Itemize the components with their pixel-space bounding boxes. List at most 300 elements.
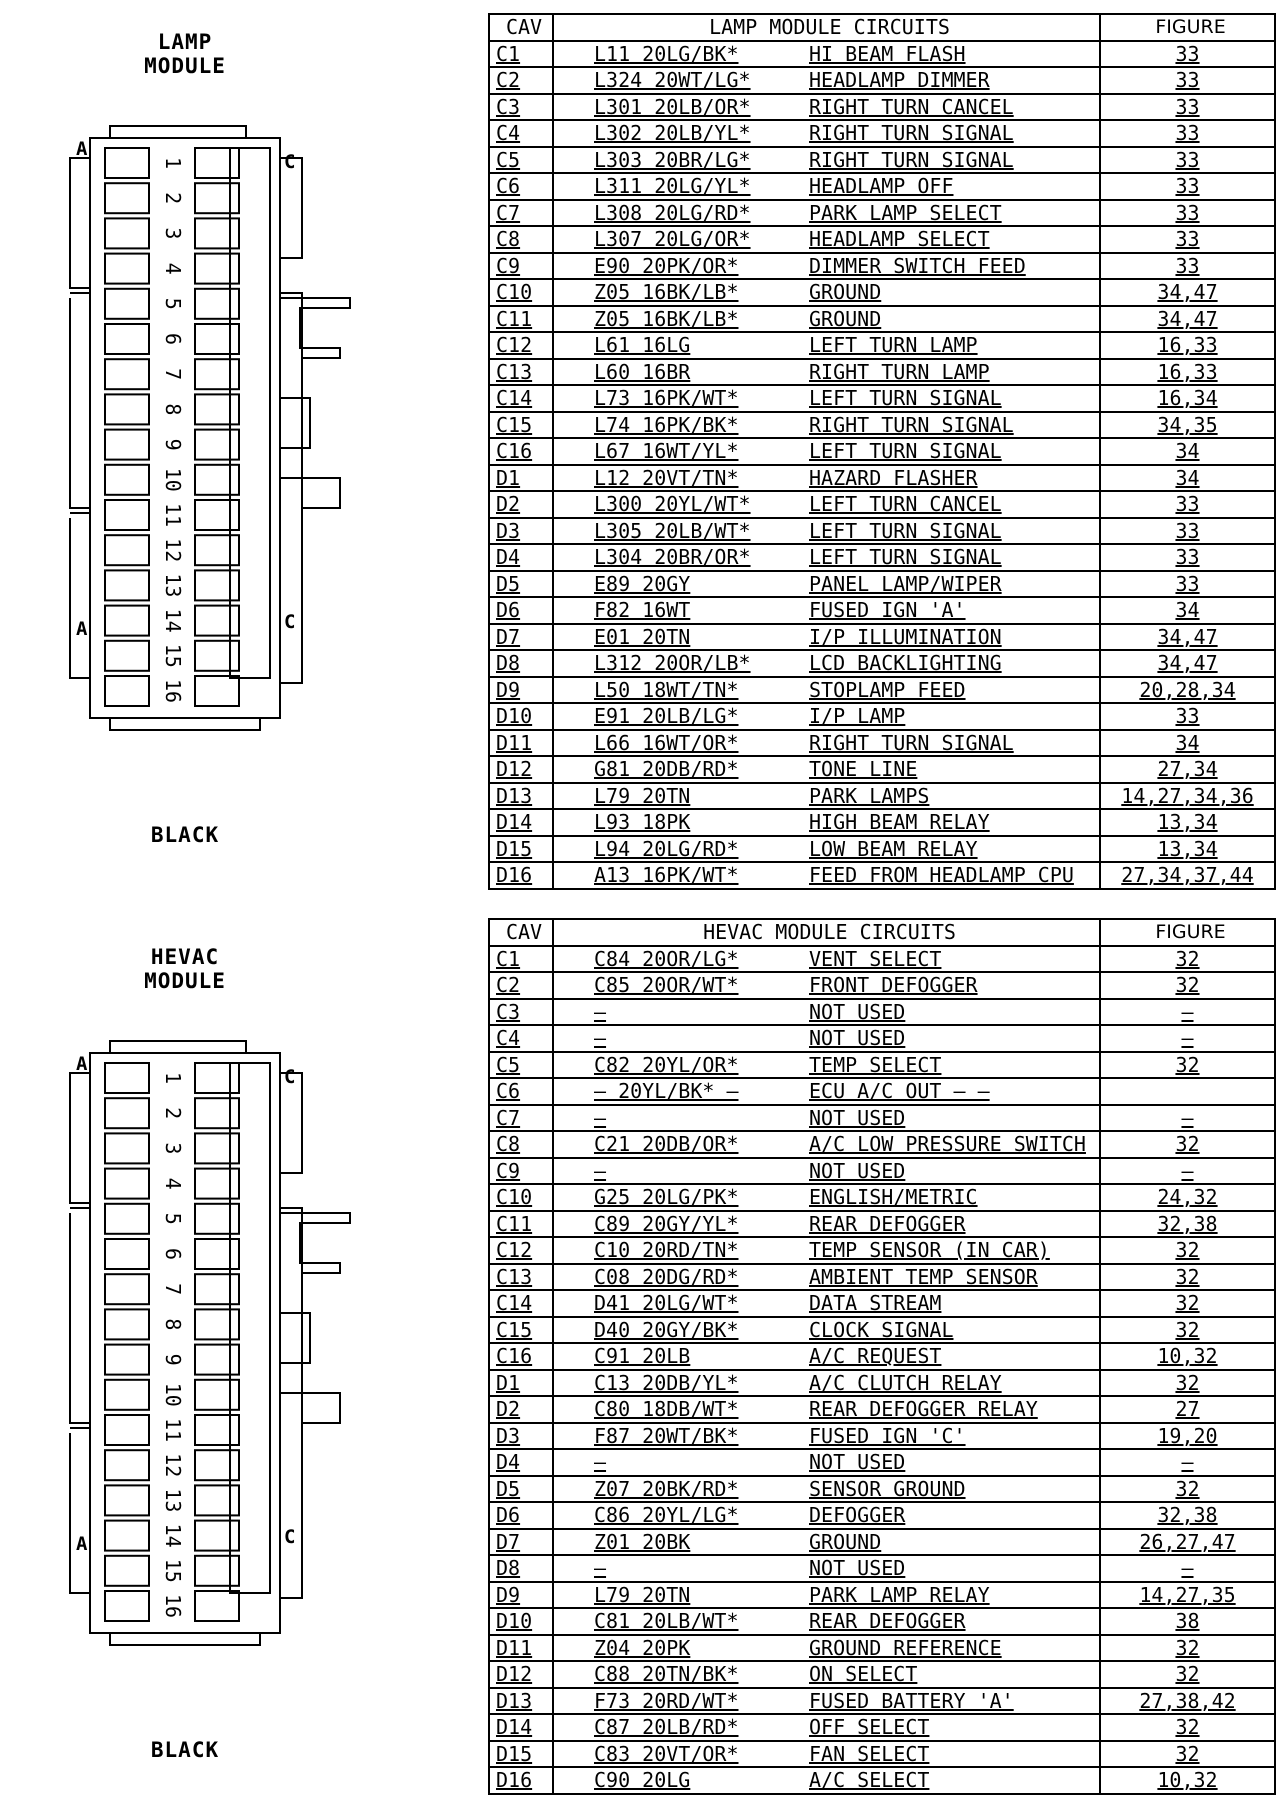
- wire-cell: L73 16PK/WT*: [553, 385, 801, 412]
- table-row: [489, 1529, 1275, 1556]
- pin-cavity-right: [195, 183, 239, 213]
- wire-cell: L79 20TN: [553, 1582, 801, 1609]
- pin-number: 3: [161, 1142, 185, 1155]
- pin-cavity-left: [105, 1098, 149, 1128]
- wire-cell: —: [553, 1555, 801, 1582]
- table-row: [489, 1423, 1275, 1450]
- figure-cell: 16,34: [1100, 385, 1275, 412]
- figure-cell: —: [1100, 1025, 1275, 1052]
- function-cell: FUSED IGN 'C': [801, 1423, 1100, 1450]
- cavity-cell: D15: [489, 1741, 553, 1768]
- pin-cavity-right: [195, 570, 239, 600]
- pin-cavity-left: [105, 1556, 149, 1586]
- cavity-cell: D13: [489, 1688, 553, 1715]
- figure-cell: 33: [1100, 94, 1275, 121]
- pin-cavity-left: [105, 394, 149, 424]
- function-cell: NOT USED: [801, 1105, 1100, 1132]
- cavity-cell: D16: [489, 1767, 553, 1794]
- cavity-cell: D15: [489, 836, 553, 863]
- table-row: [489, 862, 1275, 889]
- wire-cell: L61 16LG: [553, 332, 801, 359]
- pin-cavity-left: [105, 254, 149, 284]
- pin-cavity-right: [195, 1521, 239, 1551]
- function-cell: PANEL LAMP/WIPER: [801, 571, 1100, 598]
- function-cell: RIGHT TURN SIGNAL: [801, 120, 1100, 147]
- cavity-cell: D4: [489, 1449, 553, 1476]
- pin-cavity-right: [195, 1098, 239, 1128]
- function-cell: FAN SELECT: [801, 1741, 1100, 1768]
- wire-cell: L300 20YL/WT*: [553, 491, 801, 518]
- pin-number: 10: [161, 467, 185, 492]
- figure-cell: 33: [1100, 226, 1275, 253]
- cavity-cell: D2: [489, 1396, 553, 1423]
- side-label-c: C: [284, 1066, 296, 1088]
- function-cell: DATA STREAM: [801, 1290, 1100, 1317]
- cavity-cell: D7: [489, 624, 553, 651]
- wire-cell: C87 20LB/RD*: [553, 1714, 801, 1741]
- figure-cell: 34,47: [1100, 650, 1275, 677]
- pin-cavity-left: [105, 1485, 149, 1515]
- pin-cavity-left: [105, 1239, 149, 1269]
- table-row: [489, 412, 1275, 439]
- figure-cell: 34: [1100, 730, 1275, 757]
- wire-cell: Z04 20PK: [553, 1635, 801, 1662]
- pin-cavity-right: [195, 465, 239, 495]
- wire-cell: L79 20TN: [553, 783, 801, 810]
- table-row: [489, 677, 1275, 704]
- hevac-latch: [280, 1213, 350, 1423]
- hevac-bottom-tab: [110, 1633, 260, 1645]
- pin-cavity-right: [195, 1063, 239, 1093]
- cavity-cell: C11: [489, 306, 553, 333]
- function-cell: ON SELECT: [801, 1661, 1100, 1688]
- table-row: [489, 1078, 1275, 1105]
- pin-cavity-left: [105, 1591, 149, 1621]
- function-cell: CLOCK SIGNAL: [801, 1317, 1100, 1344]
- pin-number: 13: [161, 1488, 185, 1513]
- cavity-cell: D14: [489, 809, 553, 836]
- cavity-cell: D10: [489, 1608, 553, 1635]
- table-row: [489, 1767, 1275, 1794]
- function-cell: GROUND: [801, 279, 1100, 306]
- wire-cell: L66 16WT/OR*: [553, 730, 801, 757]
- function-cell: RIGHT TURN SIGNAL: [801, 730, 1100, 757]
- pin-number: 9: [161, 438, 185, 451]
- function-cell: FEED FROM HEADLAMP CPU: [801, 862, 1100, 889]
- table-row: [489, 491, 1275, 518]
- wire-cell: Z07 20BK/RD*: [553, 1476, 801, 1503]
- figure-cell: 27,34: [1100, 756, 1275, 783]
- table-row: [489, 703, 1275, 730]
- wire-cell: E01 20TN: [553, 624, 801, 651]
- cavity-cell: C15: [489, 412, 553, 439]
- cavity-cell: C9: [489, 253, 553, 280]
- pin-number: 9: [161, 1353, 185, 1366]
- pin-cavity-left: [105, 1345, 149, 1375]
- pin-cavity-left: [105, 676, 149, 706]
- function-cell: PARK LAMPS: [801, 783, 1100, 810]
- table-row: [489, 1290, 1275, 1317]
- cavity-cell: C8: [489, 1131, 553, 1158]
- figure-cell: 13,34: [1100, 836, 1275, 863]
- wire-cell: C84 20OR/LG*: [553, 946, 801, 973]
- table-row: [489, 1211, 1275, 1238]
- wire-cell: F73 20RD/WT*: [553, 1688, 801, 1715]
- table-row: [489, 836, 1275, 863]
- wire-cell: Z01 20BK: [553, 1529, 801, 1556]
- table-row: [489, 94, 1275, 121]
- pin-number: 1: [161, 1071, 185, 1085]
- pin-cavity-left: [105, 465, 149, 495]
- pin-cavity-right: [195, 218, 239, 248]
- cavity-cell: C6: [489, 173, 553, 200]
- side-label-a: A: [76, 1533, 88, 1555]
- pin-cavity-right: [195, 1309, 239, 1339]
- function-cell: NOT USED: [801, 1158, 1100, 1185]
- function-cell: HAZARD FLASHER: [801, 465, 1100, 492]
- pin-cavity-right: [195, 676, 239, 706]
- function-cell: GROUND: [801, 306, 1100, 333]
- table-row: [489, 1582, 1275, 1609]
- function-cell: NOT USED: [801, 1449, 1100, 1476]
- pin-number: 8: [161, 403, 185, 416]
- pin-number: 4: [161, 262, 185, 275]
- pin-number: 1: [161, 156, 185, 170]
- circuits-header: LAMP MODULE CIRCUITS: [553, 14, 1100, 41]
- pin-cavity-left: [105, 359, 149, 389]
- circuits-header: HEVAC MODULE CIRCUITS: [553, 919, 1100, 946]
- pin-cavity-right: [195, 606, 239, 636]
- pin-cavity-left: [105, 1274, 149, 1304]
- function-cell: GROUND REFERENCE: [801, 1635, 1100, 1662]
- figure-cell: 34: [1100, 438, 1275, 465]
- cavity-cell: D9: [489, 1582, 553, 1609]
- hevac-table-body: [489, 946, 1275, 1794]
- function-cell: VENT SELECT: [801, 946, 1100, 973]
- wire-cell: G25 20LG/PK*: [553, 1184, 801, 1211]
- pin-number: 11: [161, 502, 185, 528]
- pin-cavity-right: [195, 1133, 239, 1163]
- pin-cavity-right: [195, 1556, 239, 1586]
- pin-cavity-right: [195, 289, 239, 319]
- table-row: [489, 783, 1275, 810]
- wire-cell: L301 20LB/OR*: [553, 94, 801, 121]
- figure-cell: 34,47: [1100, 624, 1275, 651]
- figure-header: FIGURE: [1100, 919, 1275, 946]
- figure-cell: 27: [1100, 1396, 1275, 1423]
- hevac-top-tab: [110, 1041, 246, 1053]
- figure-cell: 32: [1100, 1264, 1275, 1291]
- figure-cell: —: [1100, 1449, 1275, 1476]
- function-cell: I/P LAMP: [801, 703, 1100, 730]
- wire-cell: —: [553, 1105, 801, 1132]
- figure-cell: 32: [1100, 1317, 1275, 1344]
- pin-number: 5: [161, 1212, 185, 1225]
- pin-number: 6: [161, 332, 185, 346]
- pin-cavity-right: [195, 1169, 239, 1199]
- wire-cell: — 20YL/BK* —: [553, 1078, 801, 1105]
- cavity-cell: C5: [489, 147, 553, 174]
- side-label-c: C: [284, 1526, 296, 1548]
- table-row: [489, 946, 1275, 973]
- cav-header: CAV: [489, 919, 553, 946]
- pin-cavity-right: [195, 1380, 239, 1410]
- wire-cell: L307 20LG/OR*: [553, 226, 801, 253]
- pin-number: 11: [161, 1417, 185, 1443]
- pin-number: 14: [161, 608, 185, 633]
- table-row: [489, 1502, 1275, 1529]
- table-row: [489, 999, 1275, 1026]
- figure-cell: 33: [1100, 67, 1275, 94]
- pin-cavity-left: [105, 148, 149, 178]
- figure-cell: 16,33: [1100, 332, 1275, 359]
- cavity-cell: D14: [489, 1714, 553, 1741]
- cavity-cell: C16: [489, 1343, 553, 1370]
- pin-cavity-right: [195, 500, 239, 530]
- function-cell: DEFOGGER: [801, 1502, 1100, 1529]
- pin-number: 13: [161, 573, 185, 598]
- pin-cavity-right: [195, 324, 239, 354]
- figure-cell: 34,47: [1100, 279, 1275, 306]
- pin-cavity-right: [195, 394, 239, 424]
- cavity-cell: D6: [489, 1502, 553, 1529]
- function-cell: FUSED IGN 'A': [801, 597, 1100, 624]
- wire-cell: C13 20DB/YL*: [553, 1370, 801, 1397]
- table-row: [489, 1661, 1275, 1688]
- function-cell: RIGHT TURN SIGNAL: [801, 412, 1100, 439]
- table-row: [489, 809, 1275, 836]
- figure-cell: 10,32: [1100, 1343, 1275, 1370]
- function-cell: REAR DEFOGGER: [801, 1608, 1100, 1635]
- cavity-cell: C2: [489, 67, 553, 94]
- function-cell: HEADLAMP OFF: [801, 173, 1100, 200]
- table-row: [489, 1158, 1275, 1185]
- function-cell: GROUND: [801, 1529, 1100, 1556]
- table-row: [489, 1555, 1275, 1582]
- figure-cell: 32: [1100, 1661, 1275, 1688]
- pin-cavity-left: [105, 183, 149, 213]
- function-cell: LEFT TURN SIGNAL: [801, 544, 1100, 571]
- figure-cell: 32: [1100, 946, 1275, 973]
- function-cell: NOT USED: [801, 1025, 1100, 1052]
- wire-cell: C81 20LB/WT*: [553, 1608, 801, 1635]
- pin-cavity-left: [105, 430, 149, 460]
- function-cell: LEFT TURN LAMP: [801, 332, 1100, 359]
- cavity-cell: C13: [489, 1264, 553, 1291]
- wire-cell: C88 20TN/BK*: [553, 1661, 801, 1688]
- hevac-circuits-table: [488, 918, 1276, 1795]
- wire-cell: C82 20YL/OR*: [553, 1052, 801, 1079]
- pin-cavity-right: [195, 1239, 239, 1269]
- function-cell: REAR DEFOGGER: [801, 1211, 1100, 1238]
- wire-cell: D41 20LG/WT*: [553, 1290, 801, 1317]
- figure-cell: 33: [1100, 147, 1275, 174]
- pin-cavity-right: [195, 1274, 239, 1304]
- figure-cell: 14,27,35: [1100, 1582, 1275, 1609]
- pin-cavity-right: [195, 359, 239, 389]
- pin-cavity-right: [195, 1415, 239, 1445]
- wire-cell: Z05 16BK/LB*: [553, 279, 801, 306]
- table-row: [489, 173, 1275, 200]
- function-cell: REAR DEFOGGER RELAY: [801, 1396, 1100, 1423]
- wire-cell: —: [553, 1025, 801, 1052]
- side-label-a: A: [76, 618, 88, 640]
- pin-cavity-left: [105, 535, 149, 565]
- lamp-circuits-table: [488, 13, 1276, 890]
- cavity-cell: D11: [489, 730, 553, 757]
- cavity-cell: D5: [489, 571, 553, 598]
- wire-cell: C80 18DB/WT*: [553, 1396, 801, 1423]
- function-cell: RIGHT TURN SIGNAL: [801, 147, 1100, 174]
- figure-cell: 33: [1100, 173, 1275, 200]
- cavity-cell: D4: [489, 544, 553, 571]
- figure-cell: 27,34,37,44: [1100, 862, 1275, 889]
- wire-cell: E91 20LB/LG*: [553, 703, 801, 730]
- wire-cell: D40 20GY/BK*: [553, 1317, 801, 1344]
- figure-cell: 32: [1100, 1635, 1275, 1662]
- figure-cell: —: [1100, 1158, 1275, 1185]
- function-cell: NOT USED: [801, 999, 1100, 1026]
- figure-cell: 33: [1100, 120, 1275, 147]
- table-row: [489, 597, 1275, 624]
- cavity-cell: C4: [489, 1025, 553, 1052]
- cavity-cell: C11: [489, 1211, 553, 1238]
- table-row: [489, 200, 1275, 227]
- pin-cavity-left: [105, 570, 149, 600]
- function-cell: I/P ILLUMINATION: [801, 624, 1100, 651]
- pin-number: 7: [161, 368, 185, 381]
- cavity-cell: D2: [489, 491, 553, 518]
- hevac-title-line1: HEVAC: [150, 945, 220, 969]
- function-cell: LEFT TURN CANCEL: [801, 491, 1100, 518]
- cavity-cell: D8: [489, 650, 553, 677]
- table-row: [489, 67, 1275, 94]
- cavity-cell: D13: [489, 783, 553, 810]
- hevac-module-title: [110, 945, 260, 993]
- pin-cavity-right: [195, 1591, 239, 1621]
- table-row: [489, 1741, 1275, 1768]
- function-cell: SENSOR GROUND: [801, 1476, 1100, 1503]
- function-cell: TONE LINE: [801, 756, 1100, 783]
- lamp-bottom-tab: [110, 718, 260, 730]
- cavity-cell: C3: [489, 999, 553, 1026]
- figure-cell: 32: [1100, 1290, 1275, 1317]
- table-row: [489, 1105, 1275, 1132]
- wire-cell: L312 20OR/LB*: [553, 650, 801, 677]
- lamp-connector-color: BLACK: [150, 823, 220, 847]
- pin-cavity-right: [195, 641, 239, 671]
- wire-cell: L311 20LG/YL*: [553, 173, 801, 200]
- cavity-cell: C9: [489, 1158, 553, 1185]
- pin-number: 7: [161, 1283, 185, 1296]
- function-cell: TEMP SENSOR (IN CAR): [801, 1237, 1100, 1264]
- figure-cell: 16,33: [1100, 359, 1275, 386]
- pin-cavity-right: [195, 1204, 239, 1234]
- figure-cell: [1100, 1078, 1275, 1105]
- figure-cell: 32: [1100, 1476, 1275, 1503]
- table-row: [489, 359, 1275, 386]
- cavity-cell: C13: [489, 359, 553, 386]
- table-row: [489, 1131, 1275, 1158]
- side-label-c: C: [284, 151, 296, 173]
- function-cell: A/C REQUEST: [801, 1343, 1100, 1370]
- cavity-cell: D1: [489, 1370, 553, 1397]
- function-cell: LEFT TURN SIGNAL: [801, 438, 1100, 465]
- hevac-left-shell: [70, 1073, 90, 1593]
- table-row: [489, 41, 1275, 68]
- cavity-cell: D3: [489, 518, 553, 545]
- cavity-cell: C7: [489, 1105, 553, 1132]
- figure-cell: 34: [1100, 597, 1275, 624]
- pin-cavity-left: [105, 606, 149, 636]
- figure-cell: 32,38: [1100, 1502, 1275, 1529]
- cavity-cell: C14: [489, 1290, 553, 1317]
- wire-cell: A13 16PK/WT*: [553, 862, 801, 889]
- cavity-cell: C1: [489, 41, 553, 68]
- cavity-cell: C16: [489, 438, 553, 465]
- function-cell: DIMMER SWITCH FEED: [801, 253, 1100, 280]
- figure-cell: 20,28,34: [1100, 677, 1275, 704]
- figure-cell: 26,27,47: [1100, 1529, 1275, 1556]
- figure-cell: 32: [1100, 1131, 1275, 1158]
- table-header-row: [489, 919, 1275, 946]
- pin-number: 10: [161, 1382, 185, 1407]
- wire-cell: L303 20BR/LG*: [553, 147, 801, 174]
- figure-cell: 33: [1100, 571, 1275, 598]
- wire-cell: E90 20PK/OR*: [553, 253, 801, 280]
- cavity-cell: C6: [489, 1078, 553, 1105]
- function-cell: PARK LAMP RELAY: [801, 1582, 1100, 1609]
- table-row: [489, 1635, 1275, 1662]
- cavity-cell: D8: [489, 1555, 553, 1582]
- pin-cavity-right: [195, 535, 239, 565]
- pin-number: 12: [161, 538, 185, 563]
- table-row: [489, 306, 1275, 333]
- table-row: [489, 972, 1275, 999]
- wire-cell: E89 20GY: [553, 571, 801, 598]
- pin-cavity-right: [195, 1450, 239, 1480]
- pin-cavity-left: [105, 289, 149, 319]
- figure-cell: 32: [1100, 1052, 1275, 1079]
- figure-cell: 33: [1100, 703, 1275, 730]
- lamp-connector-diagram: [40, 118, 360, 758]
- function-cell: HEADLAMP SELECT: [801, 226, 1100, 253]
- pin-cavity-right: [195, 254, 239, 284]
- figure-cell: 32: [1100, 1714, 1275, 1741]
- figure-cell: 38: [1100, 1608, 1275, 1635]
- function-cell: PARK LAMP SELECT: [801, 200, 1100, 227]
- pin-cavity-left: [105, 1415, 149, 1445]
- figure-cell: 33: [1100, 41, 1275, 68]
- figure-cell: —: [1100, 1555, 1275, 1582]
- pin-cavity-left: [105, 1450, 149, 1480]
- cav-header: CAV: [489, 14, 553, 41]
- wire-cell: F87 20WT/BK*: [553, 1423, 801, 1450]
- wire-cell: L60 16BR: [553, 359, 801, 386]
- table-row: [489, 1184, 1275, 1211]
- function-cell: HI BEAM FLASH: [801, 41, 1100, 68]
- cavity-cell: D12: [489, 1661, 553, 1688]
- figure-cell: 13,34: [1100, 809, 1275, 836]
- table-row: [489, 385, 1275, 412]
- lamp-table-body: [489, 41, 1275, 889]
- cavity-cell: C1: [489, 946, 553, 973]
- wire-cell: C21 20DB/OR*: [553, 1131, 801, 1158]
- table-row: [489, 279, 1275, 306]
- pin-cavity-left: [105, 1204, 149, 1234]
- wire-cell: C83 20VT/OR*: [553, 1741, 801, 1768]
- pin-cavity-left: [105, 1169, 149, 1199]
